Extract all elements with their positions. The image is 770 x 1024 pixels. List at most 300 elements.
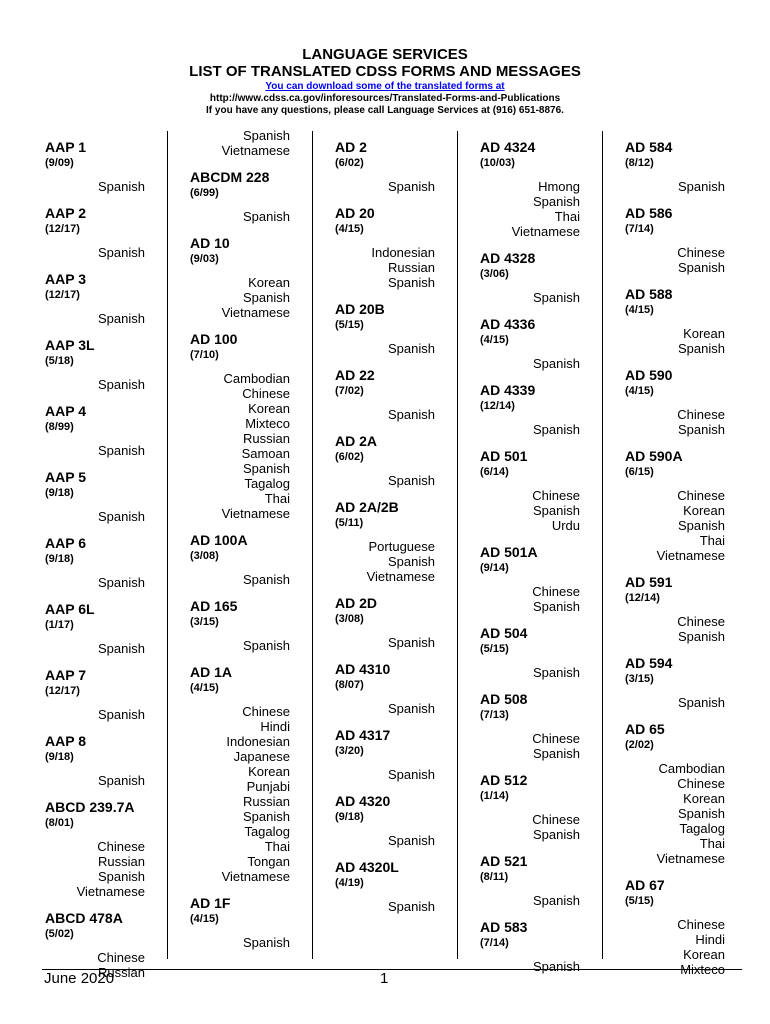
language-name: Hindi (695, 932, 725, 947)
form-entry (190, 598, 290, 653)
form-number: AD 591 (625, 574, 673, 590)
form-entry (335, 499, 435, 584)
form-number: ABCD 478A (45, 910, 123, 926)
form-number: AD 4336 (480, 316, 536, 332)
language-name: Spanish (533, 422, 580, 437)
form-revision-date: (9/18) (335, 811, 364, 823)
form-revision-date: (8/07) (335, 679, 364, 691)
form-number: AAP 1 (45, 139, 86, 155)
language-name: Spanish (243, 461, 290, 476)
form-number: AD 22 (335, 367, 375, 383)
language-name: Spanish (388, 899, 435, 914)
language-name: Chinese (677, 776, 725, 791)
form-revision-date: (8/99) (45, 421, 74, 433)
form-revision-date: (1/14) (480, 790, 509, 802)
form-revision-date: (9/18) (45, 487, 74, 499)
language-name: Samoan (241, 446, 290, 461)
language-list (480, 812, 580, 842)
form-entry (625, 286, 725, 356)
language-name: Mixteco (245, 416, 290, 431)
language-name: Spanish (98, 443, 145, 458)
language-name: Vietnamese (221, 869, 290, 884)
form-number: AD 504 (480, 625, 528, 641)
language-list (335, 407, 435, 422)
language-name: Spanish (388, 833, 435, 848)
language-list (480, 488, 580, 533)
language-name: Spanish (243, 209, 290, 224)
language-list (625, 326, 725, 356)
language-name: Spanish (533, 827, 580, 842)
form-revision-date: (12/17) (45, 289, 80, 301)
form-number: AD 521 (480, 853, 528, 869)
language-name: Vietnamese (511, 224, 580, 239)
form-number: AD 584 (625, 139, 673, 155)
language-list (45, 245, 145, 260)
language-name: Chinese (97, 950, 145, 965)
language-name: Spanish (388, 767, 435, 782)
language-name: Cambodian (223, 371, 290, 386)
language-name: Spanish (243, 809, 290, 824)
language-name: Spanish (388, 275, 435, 290)
language-list (335, 179, 435, 194)
form-entry (625, 367, 725, 437)
language-name: Spanish (98, 311, 145, 326)
language-name: Chinese (532, 731, 580, 746)
form-revision-date: (5/15) (480, 643, 509, 655)
form-entry (45, 667, 145, 722)
language-list (190, 209, 290, 224)
download-link[interactable]: You can download some of the translated forms at (265, 81, 505, 92)
language-list (335, 341, 435, 356)
language-name: Spanish (533, 356, 580, 371)
forms-column-2 (190, 128, 290, 950)
form-number: AAP 3L (45, 337, 95, 353)
form-number: AD 4320 (335, 793, 391, 809)
language-name: Mixteco (680, 962, 725, 977)
form-revision-date: (2/02) (625, 739, 654, 751)
form-number: AD 20B (335, 301, 385, 317)
language-name: Korean (248, 764, 290, 779)
language-name: Korean (248, 275, 290, 290)
language-name: Chinese (97, 839, 145, 854)
form-number: ABCDM 228 (190, 169, 270, 185)
language-name: Chinese (532, 488, 580, 503)
form-revision-date: (10/03) (480, 157, 515, 169)
form-entry (480, 772, 580, 842)
form-revision-date: (12/14) (625, 592, 660, 604)
form-number: ABCD 239.7A (45, 799, 135, 815)
form-number: AD 1F (190, 895, 231, 911)
form-entry (480, 691, 580, 761)
form-revision-date: (9/18) (45, 553, 74, 565)
form-number: AAP 5 (45, 469, 86, 485)
form-revision-date: (9/18) (45, 751, 74, 763)
language-name: Vietnamese (656, 548, 725, 563)
language-name: Spanish (388, 473, 435, 488)
page-header (0, 46, 770, 117)
language-list (335, 473, 435, 488)
continued-languages (190, 128, 290, 158)
language-name: Chinese (677, 917, 725, 932)
language-name: Spanish (98, 707, 145, 722)
form-revision-date: (7/02) (335, 385, 364, 397)
language-list (45, 377, 145, 392)
form-revision-date: (6/02) (335, 157, 364, 169)
language-name: Thai (554, 209, 580, 224)
language-list (45, 839, 145, 899)
language-name: Indonesian (226, 734, 290, 749)
form-revision-date: (9/03) (190, 253, 219, 265)
language-name: Thai (264, 491, 290, 506)
form-revision-date: (8/11) (480, 871, 509, 883)
language-name: Spanish (98, 773, 145, 788)
language-name: Portuguese (368, 539, 435, 554)
language-list (625, 917, 725, 977)
language-list (190, 275, 290, 320)
language-name: Spanish (98, 377, 145, 392)
language-list (45, 773, 145, 788)
column-divider (457, 131, 458, 959)
forms-column-3 (335, 128, 435, 914)
language-name: Korean (248, 401, 290, 416)
forms-column-4 (480, 128, 580, 974)
form-revision-date: (7/13) (480, 709, 509, 721)
form-number: AD 508 (480, 691, 528, 707)
form-revision-date: (9/14) (480, 562, 509, 574)
language-list (480, 584, 580, 614)
form-revision-date: (3/15) (190, 616, 219, 628)
form-entry (45, 337, 145, 392)
language-name: Chinese (677, 488, 725, 503)
form-revision-date: (3/08) (190, 550, 219, 562)
form-number: AAP 7 (45, 667, 86, 683)
language-list (190, 572, 290, 587)
language-name: Hmong (538, 179, 580, 194)
language-name: Tagalog (244, 476, 290, 491)
language-list (335, 899, 435, 914)
language-list (480, 665, 580, 680)
language-name: Spanish (533, 290, 580, 305)
language-name: Spanish (98, 509, 145, 524)
language-name: Tagalog (244, 824, 290, 839)
form-entry (480, 139, 580, 239)
form-number: AD 594 (625, 655, 673, 671)
language-name: Spanish (678, 695, 725, 710)
language-name: Spanish (533, 194, 580, 209)
form-number: AD 501 (480, 448, 528, 464)
form-entry (480, 625, 580, 680)
form-entry (480, 382, 580, 437)
language-name: Spanish (388, 554, 435, 569)
language-list (335, 767, 435, 782)
form-revision-date: (6/02) (335, 451, 364, 463)
form-number: AAP 3 (45, 271, 86, 287)
form-revision-date: (12/17) (45, 685, 80, 697)
form-number: AAP 6 (45, 535, 86, 551)
form-revision-date: (6/15) (625, 466, 654, 478)
language-list (335, 245, 435, 290)
language-list (625, 614, 725, 644)
language-name: Spanish (678, 422, 725, 437)
form-number: AAP 4 (45, 403, 86, 419)
form-revision-date: (6/14) (480, 466, 509, 478)
form-revision-date: (12/14) (480, 400, 515, 412)
language-list (625, 488, 725, 563)
language-list (625, 407, 725, 437)
language-list (335, 635, 435, 650)
language-name: Vietnamese (221, 143, 290, 158)
language-name: Spanish (678, 179, 725, 194)
form-number: AD 100 (190, 331, 238, 347)
language-list (625, 761, 725, 866)
form-entry (480, 448, 580, 533)
form-entry (45, 601, 145, 656)
form-entry (625, 655, 725, 710)
form-entry (45, 799, 145, 899)
form-revision-date: (8/01) (45, 817, 74, 829)
language-name: Thai (264, 839, 290, 854)
language-name: Spanish (243, 638, 290, 653)
form-revision-date: (4/15) (480, 334, 509, 346)
language-list (45, 179, 145, 194)
footer-date: June 2020 (44, 970, 115, 987)
form-number: AD 2 (335, 139, 367, 155)
language-list (480, 290, 580, 305)
language-name: Japanese (233, 749, 290, 764)
language-name: Thai (699, 836, 725, 851)
form-number: AD 588 (625, 286, 673, 302)
column-divider (312, 131, 313, 959)
language-name: Chinese (242, 386, 290, 401)
form-revision-date: (4/15) (335, 223, 364, 235)
language-name: Spanish (98, 641, 145, 656)
language-name: Spanish (98, 245, 145, 260)
form-entry (45, 535, 145, 590)
language-list (45, 311, 145, 326)
language-name: Spanish (533, 665, 580, 680)
form-revision-date: (5/02) (45, 928, 74, 940)
form-entry (335, 595, 435, 650)
form-number: AD 10 (190, 235, 230, 251)
language-name: Chinese (677, 614, 725, 629)
form-entry (335, 859, 435, 914)
language-name: Korean (683, 791, 725, 806)
language-name: Spanish (678, 518, 725, 533)
language-list (625, 245, 725, 275)
language-list (335, 833, 435, 848)
language-name: Vietnamese (656, 851, 725, 866)
form-entry (335, 433, 435, 488)
language-name: Vietnamese (221, 305, 290, 320)
form-entry (190, 331, 290, 521)
language-name: Korean (683, 503, 725, 518)
form-number: AD 590 (625, 367, 673, 383)
form-revision-date: (8/12) (625, 157, 654, 169)
language-name: Spanish (243, 290, 290, 305)
language-name: Spanish (243, 128, 290, 143)
form-number: AD 4328 (480, 250, 536, 266)
form-number: AD 4317 (335, 727, 391, 743)
language-list (45, 707, 145, 722)
forms-column-5 (625, 128, 725, 977)
form-entry (45, 205, 145, 260)
language-list (480, 356, 580, 371)
language-name: Spanish (388, 407, 435, 422)
language-name: Spanish (388, 179, 435, 194)
forms-column-1 (45, 128, 145, 980)
language-list (480, 893, 580, 908)
footer-rule (42, 969, 742, 970)
form-number: AD 100A (190, 532, 248, 548)
language-name: Spanish (98, 869, 145, 884)
form-revision-date: (4/19) (335, 877, 364, 889)
form-number: AD 4320L (335, 859, 399, 875)
form-entry (625, 877, 725, 977)
form-revision-date: (5/11) (335, 517, 364, 529)
language-list (190, 935, 290, 950)
form-number: AD 4339 (480, 382, 536, 398)
contact-info: If you have any questions, please call Language Services at (916) 651-8876. (206, 105, 564, 116)
language-name: Chinese (532, 584, 580, 599)
language-list (335, 701, 435, 716)
language-name: Hindi (260, 719, 290, 734)
language-name: Spanish (388, 701, 435, 716)
form-number: AD 501A (480, 544, 538, 560)
download-url: http://www.cdss.ca.gov/inforesources/Translated-Forms-and-Publications (209, 93, 561, 104)
language-name: Indonesian (371, 245, 435, 260)
form-revision-date: (3/06) (480, 268, 509, 280)
language-name: Spanish (243, 572, 290, 587)
form-revision-date: (3/20) (335, 745, 364, 757)
language-list (190, 371, 290, 521)
language-name: Russian (243, 794, 290, 809)
page-subtitle: LIST OF TRANSLATED CDSS FORMS AND MESSAGES (189, 63, 581, 80)
form-number: AD 65 (625, 721, 665, 737)
form-entry (190, 664, 290, 884)
language-list (190, 704, 290, 884)
form-entry (625, 205, 725, 275)
form-revision-date: (4/15) (625, 385, 654, 397)
form-entry (45, 469, 145, 524)
form-number: AAP 6L (45, 601, 95, 617)
language-name: Chinese (677, 245, 725, 260)
form-entry (625, 574, 725, 644)
language-list (45, 443, 145, 458)
form-number: AD 20 (335, 205, 375, 221)
form-entry (190, 169, 290, 224)
column-divider (602, 131, 603, 959)
language-name: Russian (98, 854, 145, 869)
language-name: Punjabi (246, 779, 290, 794)
form-entry (335, 301, 435, 356)
form-entry (625, 721, 725, 866)
form-number: AD 67 (625, 877, 665, 893)
form-revision-date: (4/15) (190, 682, 219, 694)
language-list (625, 695, 725, 710)
form-number: AD 2A (335, 433, 378, 449)
form-number: AD 590A (625, 448, 683, 464)
language-name: Cambodian (658, 761, 725, 776)
form-entry (190, 895, 290, 950)
form-entry (480, 544, 580, 614)
form-revision-date: (5/18) (45, 355, 74, 367)
language-name: Tagalog (679, 821, 725, 836)
language-name: Spanish (388, 635, 435, 650)
form-entry (45, 271, 145, 326)
language-name: Spanish (533, 746, 580, 761)
page-number: 1 (380, 970, 389, 987)
form-number: AD 1A (190, 664, 233, 680)
language-list (480, 959, 580, 974)
language-name: Urdu (551, 518, 580, 533)
language-name: Spanish (533, 503, 580, 518)
language-name: Spanish (533, 599, 580, 614)
form-entry (45, 403, 145, 458)
form-number: AAP 8 (45, 733, 86, 749)
form-number: AD 586 (625, 205, 673, 221)
language-name: Russian (243, 431, 290, 446)
form-revision-date: (7/14) (480, 937, 509, 949)
form-revision-date: (4/15) (625, 304, 654, 316)
form-entry (335, 139, 435, 194)
form-entry (190, 235, 290, 320)
language-name: Spanish (678, 629, 725, 644)
language-name: Tongan (247, 854, 290, 869)
form-revision-date: (7/14) (625, 223, 654, 235)
form-revision-date: (1/17) (45, 619, 74, 631)
form-entry (335, 727, 435, 782)
language-name: Vietnamese (221, 506, 290, 521)
form-number: AD 512 (480, 772, 528, 788)
language-list (480, 179, 580, 239)
language-name: Spanish (243, 935, 290, 950)
form-entry (190, 532, 290, 587)
form-number: AD 583 (480, 919, 528, 935)
language-name: Korean (683, 947, 725, 962)
form-revision-date: (7/10) (190, 349, 219, 361)
form-entry (625, 139, 725, 194)
language-list (45, 509, 145, 524)
form-entry (45, 733, 145, 788)
language-name: Spanish (678, 806, 725, 821)
form-revision-date: (6/99) (190, 187, 219, 199)
form-entry (625, 448, 725, 563)
column-divider (167, 131, 168, 959)
form-revision-date: (9/09) (45, 157, 74, 169)
language-name: Spanish (533, 893, 580, 908)
language-name: Vietnamese (366, 569, 435, 584)
language-list (335, 539, 435, 584)
language-list (45, 575, 145, 590)
form-entry (335, 793, 435, 848)
form-number: AAP 2 (45, 205, 86, 221)
form-number: AD 2D (335, 595, 378, 611)
language-name: Spanish (98, 179, 145, 194)
language-name: Vietnamese (76, 884, 145, 899)
form-entry (335, 661, 435, 716)
form-entry (480, 853, 580, 908)
language-list (480, 731, 580, 761)
language-list (480, 422, 580, 437)
form-number: AD 4324 (480, 139, 536, 155)
form-number: AD 165 (190, 598, 238, 614)
language-name: Chinese (532, 812, 580, 827)
form-entry (480, 919, 580, 974)
form-entry (45, 139, 145, 194)
language-name: Spanish (678, 341, 725, 356)
language-list (45, 641, 145, 656)
form-entry (480, 316, 580, 371)
